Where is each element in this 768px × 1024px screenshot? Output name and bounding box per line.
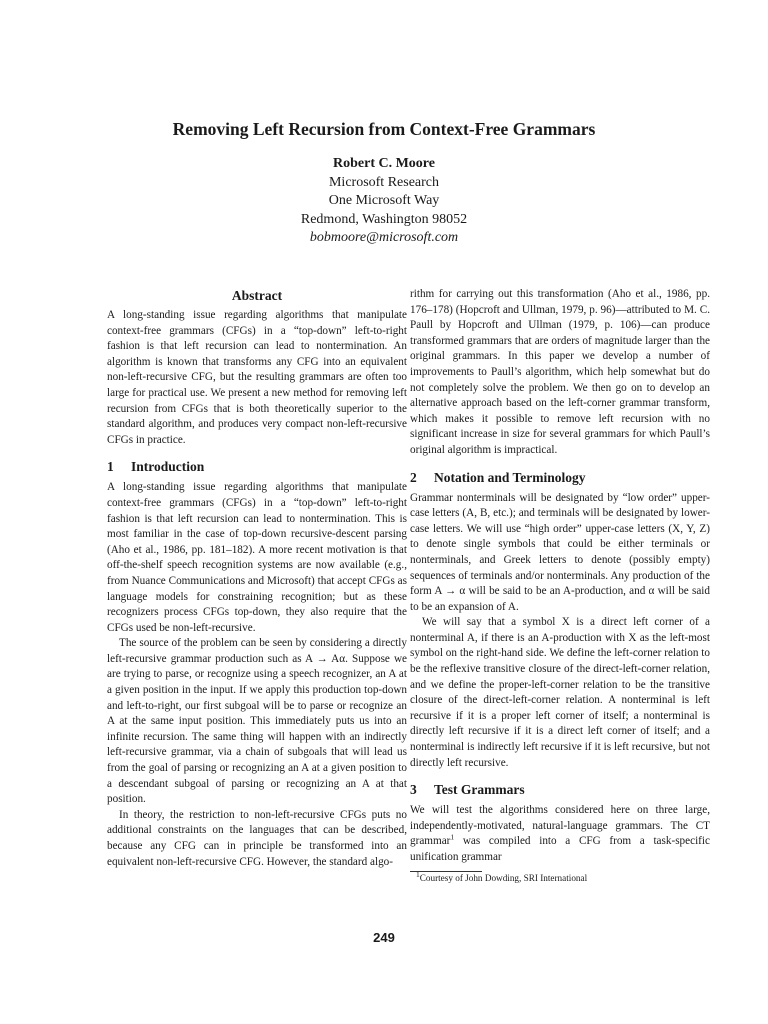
test-grammars-paragraph: [410, 803, 710, 865]
author-block: [0, 155, 768, 248]
abstract-heading: Abstract: [231, 288, 283, 303]
author-address-line-2: Redmond, Washington 98052: [300, 211, 468, 227]
footnote: [410, 869, 710, 885]
section-2-title: Notation and Terminology: [434, 469, 586, 485]
intro-paragraph-3-continued: rithm for carrying out this transformation (Aho et al., 1986, pp. 176–178) (Hopcroft and Ullman, 1979, p. 96)—attributed to M. C. Paull by Hopcroft and Ullman (1979, p. 106)—can produce transformed grammars that are orders of magnitude larger than the original grammars. In this paper we develop a number of improvements to Paull’s algorithm, which help somewhat but do not completely solve the problem. We then go on to develop an alternative approach based on the left-corner grammar transform, which makes it possible to remove left recursion with no significant increase in size for several grammars for which Paull’s original algorithm is impractical.: [410, 288, 710, 456]
notation-paragraph-2: We will say that a symbol X is a direct left corner of a nonterminal A, if there is an A-production with X as the left-most symbol on the right-hand side. We define the left-corner relation to be the reflexive transitive closure of the direct-left-corner relation, and we define the proper-left-corner relation to be the transitive closure of the direct-left-corner relation. A nonterminal is left recursive if it is a proper left corner of itself; a nonterminal is directly left recursive if it is a direct left corner of itself; and a nonterminal is indirectly left recursive if it is left recursive, but not directly left recursive.: [410, 616, 710, 769]
section-3-heading: [410, 781, 710, 799]
section-3-number: 3: [410, 782, 417, 798]
notation-paragraph-1: Grammar nonterminals will be designated by “low order” upper-case letters (A, B, etc.); and terminals will be designated by lower-case letters. We will use “high order” upper-case letters (X, Y, Z) to denote single symbols that could be either terminals or nonterminals, and Greek letters to denote (possibly empty) sequences of terminals and/or nonterminals. Any production of the form A → α will be said to be an A-production, and α will be said to be an expansion of A.: [410, 491, 710, 613]
intro-paragraph-1: A long-standing issue regarding algorithms that manipulate context-free grammars (CFGs) in a “top-down” left-to-right fashion is that left recursion can lead to nontermination. This is most familiar in the case of top-down recursive-descent parsing (Aho et al., 1986, pp. 181–182). A more recent motivation is that off-the-shelf speech recognition systems are now available (e.g., from Nuance Communications and Microsoft) that accept CFGs as language models for constraining recognition; but as these recognizers process CFGs top-down, they also require that the CFGs used be non-left-recursive.: [107, 481, 407, 634]
intro-paragraph-3: In theory, the restriction to non-left-recursive CFGs puts no additional constraints on the languages that can be described, because any CFG can in principle be transformed into an equivalent non-left-recursive CFG. However, the standard algo-: [107, 808, 407, 868]
section-3-title: Test Grammars: [434, 782, 525, 798]
abstract-text: A long-standing issue regarding algorithms that manipulate context-free grammars (CFGs) in a “top-down” left-to-right fashion is that left recursion can lead to nontermination. An algorithm is known that transforms any CFG into an equivalent non-left-recursive CFG, but the resulting grammars are often too large for practical use. We present a new method for removing left recursion from CFGs that is both theoretically superior to the standard algorithm, and produces very compact non-left-recursive CFGs in practice.: [107, 309, 407, 446]
section-2-number: 2: [410, 469, 417, 485]
author-name: Robert C. Moore: [333, 156, 435, 171]
left-column: [107, 287, 407, 870]
footnote-mark: 1: [416, 869, 420, 879]
test-grammars-text-a: We will test the algorithms considered here on three large, independently-motivated, natural-language grammars. The CT grammar: [410, 804, 710, 848]
intro-paragraph-2: The source of the problem can be seen by considering a directly left-recursive grammar production such as A → Aα. Suppose we are trying to parse, or recognize using a speech recognizer, an A at a given position in the input. If we apply this production top-down and left-to-right, our first subgoal will be to parse or recognize an A at the same input position. This immediately puts us into an infinite recursion. The same thing will happen with an indirectly left-recursive grammar, via a chain of subgoals that will lead us from the goal of parsing or recognizing an A at a given position to a descendant subgoal of parsing or recognizing an A at that position.: [107, 637, 407, 806]
section-1-number: 1: [107, 459, 114, 475]
page-number: 249: [373, 930, 395, 945]
right-column: [410, 287, 710, 885]
author-address-line-1: One Microsoft Way: [328, 193, 440, 208]
author-affiliation: Microsoft Research: [328, 174, 440, 190]
section-2-heading: [410, 469, 710, 487]
section-1-heading: [107, 458, 407, 476]
footnote-text: Courtesy of John Dowding, SRI International: [419, 872, 588, 883]
paper-title: Removing Left Recursion from Context-Free Grammars: [172, 119, 596, 139]
footnote-reference: 1: [450, 832, 455, 842]
section-1-title: Introduction: [131, 459, 205, 475]
author-email: bobmoore@microsoft.com: [309, 230, 459, 245]
test-grammars-text-b: was compiled into a CFG from a task-specific unification grammar: [410, 835, 710, 863]
